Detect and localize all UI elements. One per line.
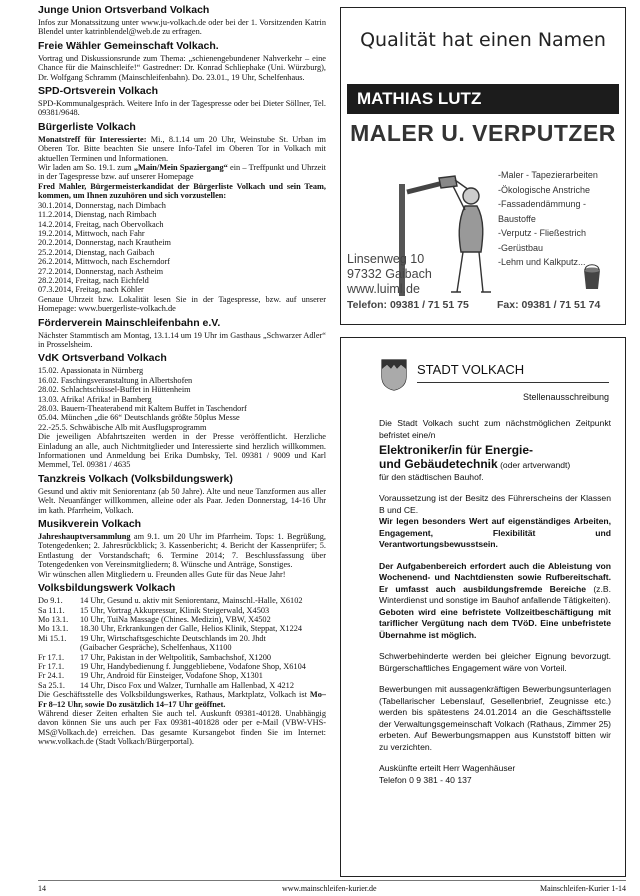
ad-intro: Die Stadt Volkach sucht zum nächstmöglichen Zeitpunkt befristet eine/n — [379, 418, 611, 440]
section-tanzkreis — [38, 473, 326, 515]
job-title-line1: Elektroniker/in für Energie- — [379, 443, 534, 457]
schedule-text: (Gaibacher Gespräche), Schelfenhaus, X1100 — [80, 643, 232, 653]
section-text: Gesund und aktiv mit Seniorentanz (ab 50 Jahre). Alte und neue Tanzformen aus aller Welt. Neuanfänger willkommen, alleine oder als Paar. Jeden Donnerstag, 14-16 Uhr im kath. Pfarrheim, Volkach. — [38, 486, 326, 515]
section-musikverein — [38, 518, 326, 579]
job-for: für den städtischen Bauhof. — [379, 471, 484, 482]
footer-url[interactable]: www.mainschleifen-kurier.de — [282, 884, 377, 893]
section-title: Förderverein Mainschleifenbahn e.V. — [38, 316, 221, 329]
list-item: 07.3.2014, Freitag, nach Köhler — [38, 285, 144, 295]
list-item: 22.-25.5. Schwäbische Alb mit Ausflugsprogramm — [38, 422, 207, 432]
list-item: 19.2.2014, Mittwoch, nach Fahr — [38, 228, 145, 238]
schedule-text: 10 Uhr, TuiNa Massage (Chines. Medizin), VBW, X4502 — [80, 614, 271, 624]
schedule-row — [38, 606, 326, 615]
schedule-row — [38, 643, 326, 652]
schedule-date: Fr 24.1. — [38, 671, 65, 681]
schedule-date: Mo 13.1. — [38, 614, 69, 624]
ad-mathias-lutz — [340, 7, 626, 325]
list-item: 26.2.2014, Mittwoch, nach Escherndorf — [38, 257, 171, 267]
left-column — [38, 4, 326, 876]
section-title: Volksbildungswerk Volkach — [38, 582, 176, 595]
ad-trade: MALER U. VERPUTZER — [350, 120, 616, 146]
section-text: Wir wünschen allen Mitgliedern u. Freunden alles Gute für das Neue Jahr! — [38, 569, 286, 579]
section-volksbildungswerk — [38, 582, 326, 747]
schedule-row — [38, 662, 326, 671]
ad-kind: Stellenausschreibung — [522, 392, 609, 402]
req-bold: Wir legen besonders Wert auf eigenständiges Arbeiten, Engagement, Flexibilität und Verantwortungsbewusstsein. — [379, 516, 611, 549]
issue-label: Mainschleifen-Kurier 1-14 — [540, 884, 626, 893]
section-text: Genaue Uhrzeit bzw. Lokalität lesen Sie in der Tagespresse, bzw. auf unserer Homepage: www.buergerliste-volkach.de — [38, 294, 326, 314]
section-text — [38, 135, 326, 163]
text-rest: am 9.1. um 20 Uhr im Pfarrheim. Tops: 1. Begrüßung, Totengedenken; 2. Jahresrückblick; 3. Kassenbericht; 4. Bericht der Kassenprüfer; 5. Entlastung der Vorstandschaft; 6. Termine 2014; 7. Beschlussfassung über Totengedenken von Vereinsmitgliedern; 8. Wünsche und Anträge, Sonstiges. — [38, 532, 326, 570]
section-title: Tanzkreis Volkach (Volksbildungswerk) — [38, 472, 233, 485]
offer-bold: Geboten wird eine befristete Vollzeitbeschäftigung mit tariflicher Vergütung nach dem TVöD. Eine unbefristete Übernahme ist möglich. — [379, 606, 611, 640]
preference: Schwerbehinderte werden bei gleicher Eignung bevorzugt. Bürgerschaftliches Engagement wäre von Vorteil. — [379, 651, 611, 673]
list-item: 30.1.2014, Donnerstag, nach Dimbach — [38, 200, 166, 210]
section-text: Während dieser Zeiten erhalten Sie auch tel. Auskunft 09381-40128. Unabhängig davon können Sie uns auch per Fax 09381-401828 oder per e-Mail (VBW-VHS-MS@Volkach.de) erreichen. Das gesamte Kursangebot finden Sie im Internet: www.volkach.de (Stadt Volkach/Bürgerportal). — [38, 708, 326, 747]
ad-fax: Fax: 09381 / 71 51 74 — [497, 299, 601, 311]
requirements — [379, 493, 611, 551]
section-text: Infos zur Monatssitzung unter www.ju-volkach.de oder bei der 1. Vorsitzenden Katrin Blendel unter katrinblendel@web.de zu erfragen. — [38, 18, 326, 37]
service-item: -Gerüstbau — [498, 242, 544, 253]
text-rest: Mi., 8.1.14 um 20 Uhr, Weinstube St. Urban im Oberen Tor. Bitte beachten Sie unsere Info-Tafel im Oberen Tor in Volkach mit aktuellen Terminen und Informationen. — [38, 134, 326, 163]
section-junge-union — [38, 4, 326, 37]
section-vdk — [38, 352, 326, 469]
list-item: 28.02. Schlachtschüssel-Buffet in Hüttenheim — [38, 385, 191, 395]
schedule-date: Mi 15.1. — [38, 633, 67, 643]
section-title: SPD-Ortsverein Volkach — [38, 85, 159, 98]
section-text: Nächster Stammtisch am Montag, 13.1.14 um 19 Uhr im Gasthaus „Schwarzer Adler“ in Prosselsheim. — [38, 330, 326, 349]
section-text: SPD-Kommunalgespräch. Weitere Info in der Tagespresse oder bei Dieter Söllner, Tel. 09381/9648. — [38, 99, 326, 118]
text-b: ein – Treffpunkt und Uhrzeit in der Tagespresse bzw. auf unserer Homepage — [38, 163, 326, 182]
text-a: Wir laden am So. 19.1. zum — [38, 163, 134, 173]
schedule-text: 14 Uhr, Disco Fox und Walzer, Turnhalle am Hallenbad, X 4212 — [80, 680, 294, 690]
schedule-row — [38, 596, 326, 605]
list-item: 13.03. Afrika! Afrika! in Bamberg — [38, 394, 152, 404]
section-text — [38, 532, 326, 570]
bold-lead: Jahreshauptversammlung — [38, 532, 131, 542]
section-foerderverein — [38, 317, 326, 350]
list-item: 27.2.2014, Donnerstag, nach Astheim — [38, 266, 164, 276]
service-item: -Lehm und Kalkputz... — [498, 257, 586, 267]
list-item: 25.2.2014, Dienstag, nach Gaibach — [38, 247, 155, 257]
contact-phone: Telefon 0 9 381 - 40 137 — [379, 774, 472, 785]
section-text-bold: Fred Mahler, Bürgermeisterkandidat der Bürgerliste Volkach und sein Team, kommen, um Ihnen zuzuhören und sich vorzustellen: — [38, 181, 326, 201]
section-title: Junge Union Ortsverband Volkach — [38, 4, 210, 16]
ad-city: 97332 Gaibach — [347, 267, 432, 281]
schedule-date: Fr 17.1. — [38, 652, 65, 662]
tasks-bold: Der Aufgabenbereich erfordert auch die Ableistung von Wochenend- und Nachtdiensten sowie Rufbereitschaft. Er umfasst auch ausbildungsfremde Bereiche — [379, 560, 611, 594]
bold-hours: Mo–Fr 8–12 Uhr, sowie Do zusätzlich 14–17 Uhr geöffnet. — [38, 690, 326, 709]
section-buergerliste — [38, 121, 326, 314]
schedule-date: Do 9.1. — [38, 596, 63, 606]
service-item: -Fassadendämmung - Baustoffe — [498, 199, 587, 224]
tasks — [379, 561, 611, 642]
schedule-date — [38, 643, 80, 652]
section-text — [38, 163, 326, 182]
ad-name-banner: MATHIAS LUTZ — [347, 84, 619, 114]
req-text: Voraussetzung ist der Besitz des Führerscheins der Klassen B und CE. — [379, 493, 611, 515]
ad-phone: Telefon: 09381 / 71 51 75 — [347, 299, 469, 311]
list-item: 28.03. Bauern-Theaterabend mit Kaltem Buffet in Taschendorf — [38, 404, 247, 413]
bold-event: „Main/Mein Spaziergang“ — [133, 163, 228, 173]
section-freie-waehler — [38, 40, 326, 82]
bold-lead: Monatstreff für Interessierte: — [38, 134, 147, 144]
ad-slogan: Qualität hat einen Namen — [360, 29, 606, 51]
page-footer — [38, 880, 626, 896]
list-item: 14.2.2014, Freitag, nach Obervolkach — [38, 219, 164, 229]
list-item: 15.02. Apassionata in Nürnberg — [38, 366, 144, 376]
service-item: -Maler - Tapezierarbeiten — [498, 170, 598, 180]
list-item: 28.2.2014, Freitag, nach Eichfeld — [38, 275, 149, 285]
schedule-text: 19 Uhr, Handybedienung f. Junggebliebene, Vodafone Shop, X6104 — [80, 661, 306, 671]
city-crest-icon — [381, 359, 407, 391]
contact — [379, 763, 611, 786]
city-name: STADT VOLKACH — [417, 362, 525, 377]
section-text: Vortrag und Diskussionsrunde zum Thema: „schienengebundener Nahverkehr – eine Chance für die Mainschleife!“ Gastredner: Dr. Konrad Schliephake (Uni. Würzburg), Dr. Wolfgang Schramm (Mainschleifenbahn). Do. 23.01., 19 Uhr, Schelfenhaus. — [38, 53, 326, 82]
date-list — [38, 201, 326, 295]
service-item: -Ökologische Anstriche — [498, 184, 591, 195]
section-title: Freie Wähler Gemeinschaft Volkach. — [38, 39, 219, 52]
list-item: 16.02. Faschingsveranstaltung in Albertshofen — [38, 375, 193, 385]
schedule-row — [38, 615, 326, 624]
ad-body — [379, 418, 611, 796]
schedule-date: Mo 13.1. — [38, 624, 69, 634]
section-title: VdK Ortsverband Volkach — [38, 352, 167, 365]
schedule-date: Fr 17.1. — [38, 661, 65, 671]
contact-person: Auskünfte erteilt Herr Wagenhäuser — [379, 763, 516, 773]
divider — [417, 382, 609, 383]
section-title: Musikverein Volkach — [38, 518, 142, 531]
schedule-row — [38, 634, 326, 643]
ad-address — [347, 252, 432, 297]
tasks-rest: (z.B. Winterdienst und sonstige im Bauhof anfallende Tätigkeiten). — [379, 583, 611, 605]
schedule-text: 17 Uhr, Pakistan in der Weltpolitik, Sambachshof, X1200 — [80, 652, 272, 662]
schedule-date: Sa 25.1. — [38, 680, 65, 690]
job-note: (oder artverwandt) — [497, 460, 571, 470]
job-title-text: und Gebäudetechnik — [379, 457, 498, 471]
event-list — [38, 366, 326, 432]
service-item: -Verputz - Fließestrich — [498, 228, 587, 238]
section-text — [38, 690, 326, 709]
page-number: 14 — [38, 884, 46, 893]
list-item: 05.04. München „die 66“ Deutschlands größte 50plus Messe — [38, 413, 240, 423]
list-item: 11.2.2014, Dienstag, nach Rimbach — [38, 210, 157, 220]
schedule-text: 14 Uhr, Gesund u. aktiv mit Seniorentanz, Mainschl.-Halle, X6102 — [80, 596, 303, 606]
course-schedule — [38, 596, 326, 690]
schedule-text: 15 Uhr, Vortrag Akkupressur, Klinik Steigerwald, X4503 — [80, 605, 270, 615]
schedule-date: Sa 11.1. — [38, 605, 65, 615]
section-spd — [38, 85, 326, 118]
ad-street: Linsenweg 10 — [347, 252, 425, 266]
ad-stadt-volkach — [340, 337, 626, 877]
ad-web: www.luiml.de — [347, 282, 420, 296]
paint-bucket-icon — [581, 264, 603, 290]
section-text: Die jeweiligen Abfahrtszeiten werden in der Presse veröffentlicht. Herzliche Einladung an alle, auch Nichtmitglieder und Interessierte sind herzlich willkommen. Informationen und Anmeldung bei Erika Dumbsky, Tel. 09381 / 9009 und Karl Memmel, Tel. 09381 / 4635 — [38, 432, 326, 470]
section-title: Bürgerliste Volkach — [38, 120, 136, 133]
schedule-text: 19 Uhr, Android für Einsteiger, Vodafone Shop, X1301 — [80, 671, 263, 681]
job-title-line2 — [379, 457, 611, 472]
list-item: 20.2.2014, Donnerstag, nach Krautheim — [38, 238, 171, 248]
schedule-row — [38, 653, 326, 662]
application: Bewerbungen mit aussagenkräftigen Bewerbungsunterlagen (Tabellarischer Lebenslauf, Gesellenbrief, Zeugnisse etc.) werden bis spätestens 24.01.2014 an die Geschäftsstelle der Verwaltungsgemeinschaft Volkach (Rathaus, Zimmer 25) erbeten. Auf Bewerbungsmappen aus Kunststoff bitten wir zu verzichten. — [379, 684, 611, 752]
schedule-row — [38, 681, 326, 690]
ad-services — [498, 168, 625, 270]
schedule-row — [38, 624, 326, 633]
schedule-text: 18.30 Uhr, Erkrankungen der Galle, Helios Klinik, Steppat, X1224 — [80, 624, 303, 634]
text-a: Die Geschäftsstelle des Volksbildungswerkes, Rathaus, Marktplatz, Volkach ist — [38, 690, 310, 700]
schedule-row — [38, 671, 326, 680]
schedule-text: 19 Uhr, Wirtschaftsgeschichte Deutschlands im 20. Jhdt — [80, 633, 266, 643]
